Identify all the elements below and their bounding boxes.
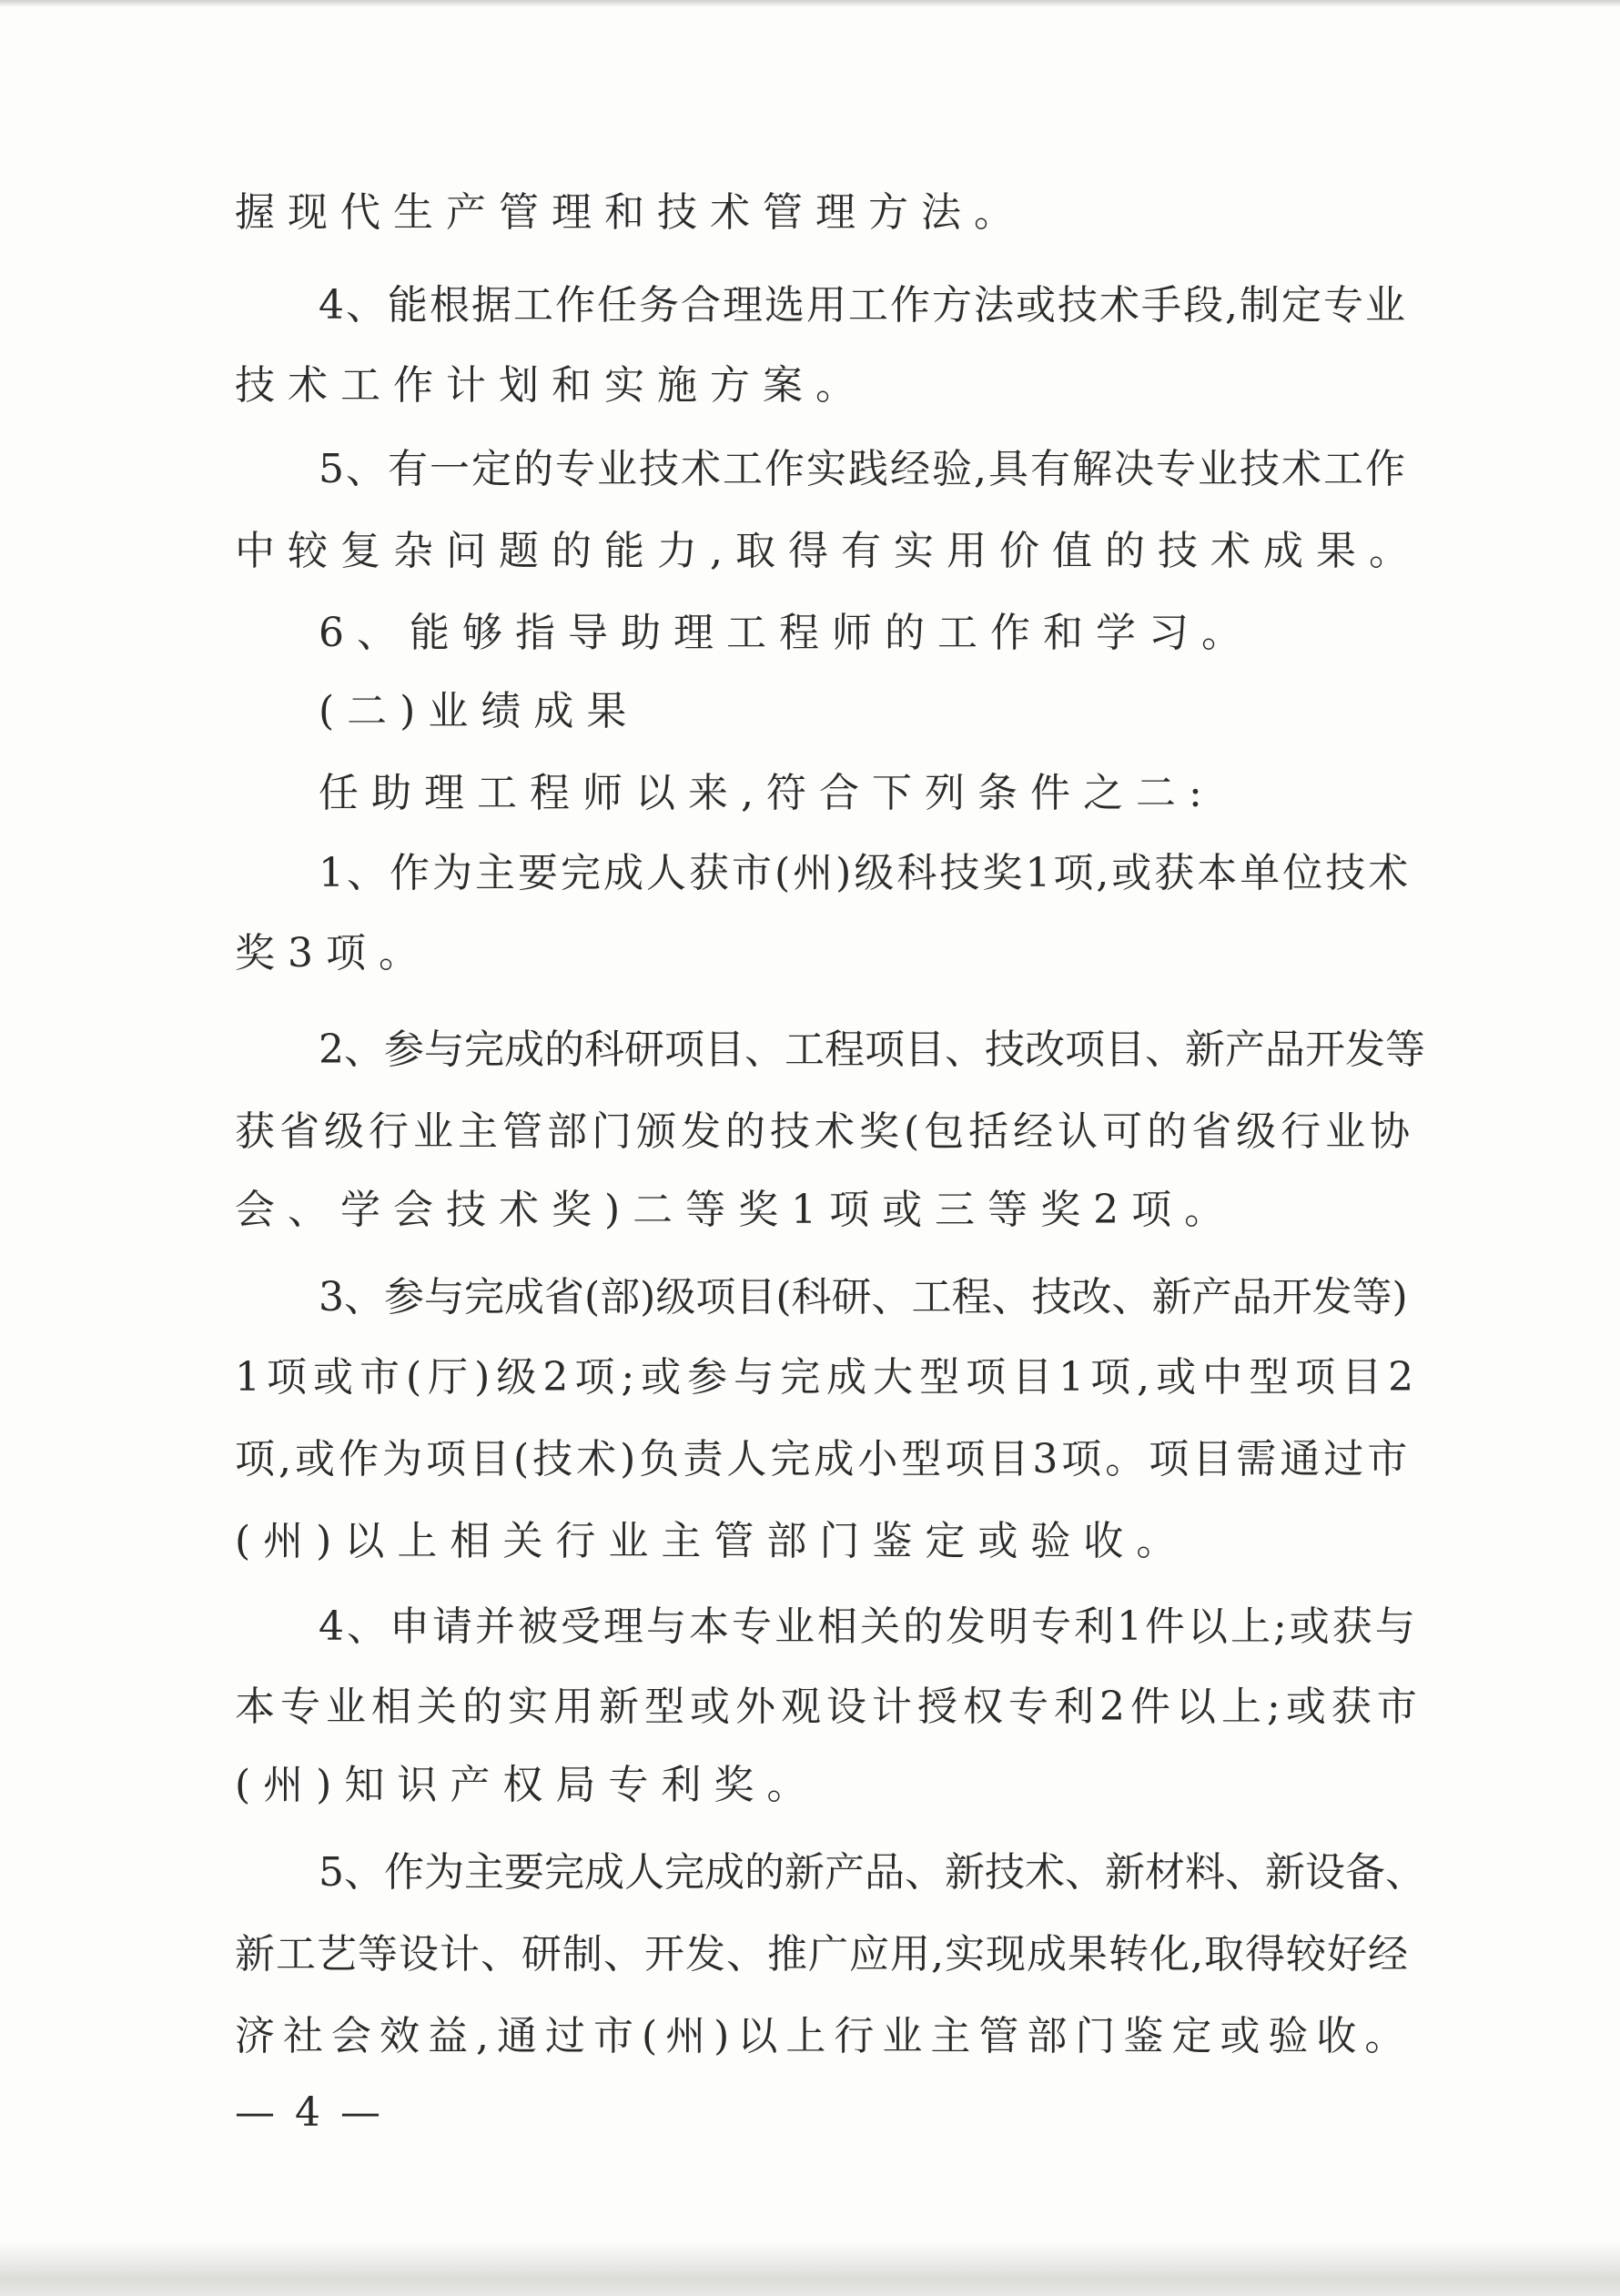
text-line: 6、能够指导助理工程师的工作和学习。 [319,610,1254,656]
section-heading: (二)业绩成果 [319,688,640,734]
scan-edge-top [0,0,1620,7]
text-line: 握现代生产管理和技术管理方法。 [235,189,1027,236]
text-line: 1项或市(厅)级2项;或参与完成大型项目1项,或中型项目2 [235,1354,1421,1401]
text-line: 4、能根据工作任务合理选用工作方法或技术手段,制定专业 [319,282,1407,329]
text-line: 2、参与完成的科研项目、工程项目、技改项目、新产品开发等 [319,1027,1425,1073]
text-line: 1、作为主要完成人获市(州)级科技奖1项,或获本单位技术 [319,850,1412,896]
text-line: 3、参与完成省(部)级项目(科研、工程、技改、新产品开发等) [319,1274,1408,1320]
text-line: 济社会效益,通过市(州)以上行业主管部门鉴定或验收。 [235,2013,1413,2059]
text-line: 项,或作为项目(技术)负责人完成小型项目3项。项目需通过市 [235,1436,1412,1482]
text-line: 会、学会技术奖)二等奖1项或三等奖2项。 [235,1187,1238,1233]
text-line: 4、申请并被受理与本专业相关的发明专利1件以上;或获与 [319,1603,1418,1650]
text-line: 中较复杂问题的能力,取得有实用价值的技术成果。 [235,528,1422,574]
text-line: 本专业相关的实用新型或外观设计授权专利2件以上;或获市 [235,1684,1423,1730]
page-number: — 4 — [235,2089,384,2136]
text-line: 奖3项。 [235,930,431,976]
text-line: 技术工作计划和实施方案。 [235,362,868,409]
text-line: (州)知识产权局专利奖。 [235,1762,820,1808]
scan-edge-bottom [0,2241,1620,2296]
text-line: 任助理工程师以来,符合下列条件之二: [319,770,1215,816]
text-line: 获省级行业主管部门颁发的技术奖(包括经认可的省级行业协 [235,1108,1415,1155]
text-line: 5、有一定的专业技术工作实践经验,具有解决专业技术工作 [319,446,1407,492]
text-line: 5、作为主要完成人完成的新产品、新技术、新材料、新设备、 [319,1849,1425,1896]
text-line: (州)以上相关行业主管部门鉴定或验收。 [235,1518,1190,1564]
text-line: 新工艺等设计、研制、开发、推广应用,实现成果转化,取得较好经 [235,1931,1409,1977]
